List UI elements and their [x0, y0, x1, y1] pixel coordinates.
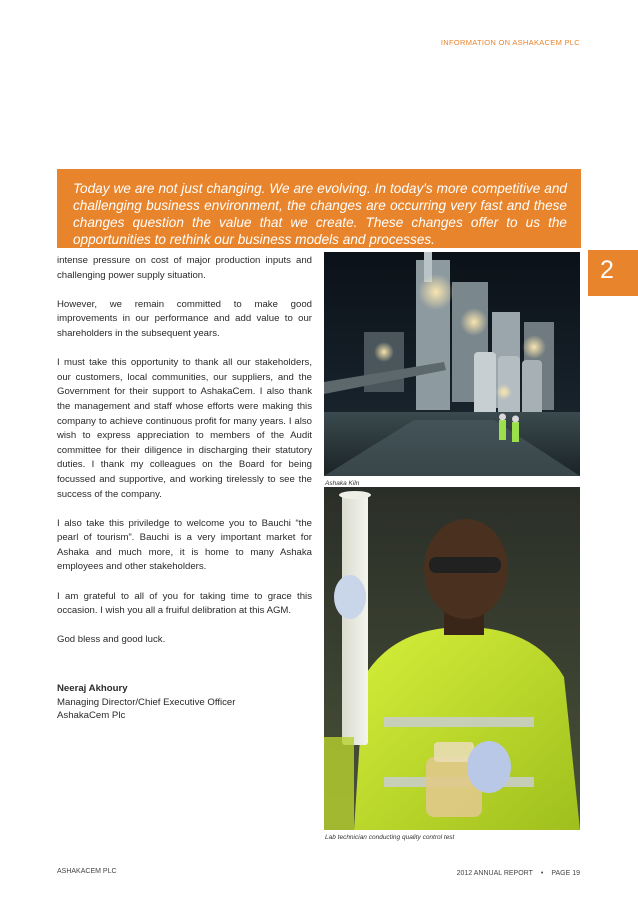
paragraph: intense pressure on cost of major production inputs and challenging power supply situation.	[57, 255, 312, 281]
paragraph: I also take this priviledge to welcome you to Bauchi “the pearl of tourism”. Bauchi is a very important market for Ashaka and much more, it is home to many Ashaka employees and other stakeholders.	[57, 517, 312, 573]
signatory-name: Neeraj Akhoury	[57, 683, 128, 694]
signature-block	[57, 682, 312, 723]
paragraph: God bless and good luck.	[57, 634, 166, 646]
quote-box	[57, 169, 581, 248]
body-text	[57, 254, 312, 663]
footer-page-number: PAGE 19	[551, 870, 580, 877]
footer-separator: •	[540, 870, 544, 877]
kiln-caption: Ashaka Kiln	[325, 480, 360, 487]
paragraph: I am grateful to all of you for taking time to grace this occasion. I wish you all a fruiful delibration at this AGM.	[57, 590, 312, 617]
footer-company: ASHAKACEM PLC	[57, 868, 117, 875]
footer-report: 2012 ANNUAL REPORT	[456, 870, 533, 877]
lab-technician-photo	[324, 487, 580, 830]
paragraph: I must take this opportunity to thank all our stakeholders, our customers, local communities, our suppliers, and the Government for their support to AshakaCem. I also thank the management and staff whose efforts were making this company to achieve continuous profit for many years. I also wish to express appreciation to members of the Audit committee for their diligence in discharging their statutory duties. I thank my colleagues on the Board for being focussed and supportive, and working tirelessly to see the success of the company.	[57, 357, 312, 500]
kiln-photo	[324, 252, 580, 476]
signatory-title: Managing Director/Chief Executive Officer	[57, 696, 236, 708]
lab-caption: Lab technician conducting quality control test	[325, 834, 455, 841]
section-header: INFORMATION ON ASHAKACEM PLC	[440, 38, 580, 47]
paragraph: However, we remain committed to make good improvements in our performance and add value to our shareholders in the subsequent years.	[57, 298, 312, 339]
signatory-company: AshakaCem Plc	[57, 710, 126, 721]
chapter-tab	[588, 250, 638, 296]
footer-page-info	[457, 870, 580, 877]
quote-text: Today we are not just changing. We are evolving. In today's more competitive and challenging business environment, the changes are occurring very fast and these changes question the value that we create. These changes offer to us the opportunities to rethink our business models and processes.	[73, 181, 567, 247]
chapter-number: 2	[600, 256, 614, 284]
